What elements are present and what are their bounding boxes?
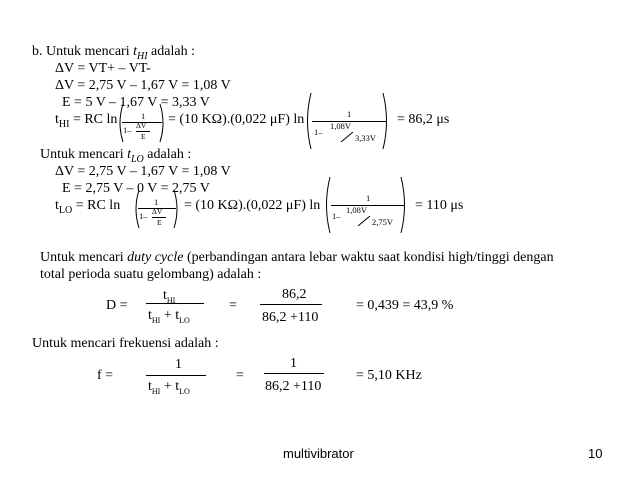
thi-mid-expression: = (10 KΩ).(0,022 μF) ln — [168, 112, 305, 127]
right-paren-icon — [400, 176, 409, 234]
tlo-equation-label: $t_{LO}$ = RC ln — [55, 198, 121, 216]
footer-title: multivibrator — [283, 446, 354, 461]
section-tlo-heading: Untuk mencari $t_{LO}$ adalah : — [40, 147, 192, 165]
right-paren-icon — [382, 92, 391, 150]
tlo-result: = 110 μs — [415, 198, 464, 213]
duty-intro-line-1: Untuk mencari duty cycle (perbandingan antara lebar waktu saat kondisi high/tinggi dengan — [40, 250, 554, 265]
thi-equation-label: $t_{HI}$ = RC ln — [55, 112, 118, 130]
section-b-heading: b. Untuk mencari $t_{HI}$ adalah : — [32, 44, 195, 62]
delta-v-definition: ΔV = VT+ – VT- — [55, 61, 151, 76]
slash-icon — [340, 132, 354, 142]
freq-intro: Untuk mencari frekuensi adalah : — [32, 336, 219, 351]
duty-d-label: D = — [106, 298, 128, 313]
left-paren-icon — [132, 189, 140, 229]
thi-result: = 86,2 μs — [397, 112, 450, 127]
left-paren-icon — [322, 176, 331, 234]
tlo-delta-v-value: ΔV = 2,75 V – 1,67 V = 1,08 V — [55, 164, 231, 179]
freq-result: = 5,10 KHz — [356, 368, 422, 383]
left-paren-icon — [116, 103, 124, 143]
right-paren-icon — [159, 103, 167, 143]
duty-equals: = — [229, 298, 237, 313]
freq-equals: = — [236, 368, 244, 383]
page-number: 10 — [588, 446, 603, 461]
e-value: E = 5 V – 1,67 V = 3,33 V — [62, 95, 210, 110]
duty-result: = 0,439 = 43,9 % — [356, 298, 454, 313]
tlo-mid-expression: = (10 KΩ).(0,022 μF) ln — [184, 198, 321, 213]
left-paren-icon — [303, 92, 312, 150]
freq-f-label: f = — [97, 368, 114, 383]
duty-intro-line-2: total perioda suatu gelombang) adalah : — [40, 267, 262, 282]
slash-icon — [357, 216, 371, 226]
right-paren-icon — [173, 189, 181, 229]
delta-v-value: ΔV = 2,75 V – 1,67 V = 1,08 V — [55, 78, 231, 93]
tlo-e-value: E = 2,75 V – 0 V = 2,75 V — [62, 181, 210, 196]
